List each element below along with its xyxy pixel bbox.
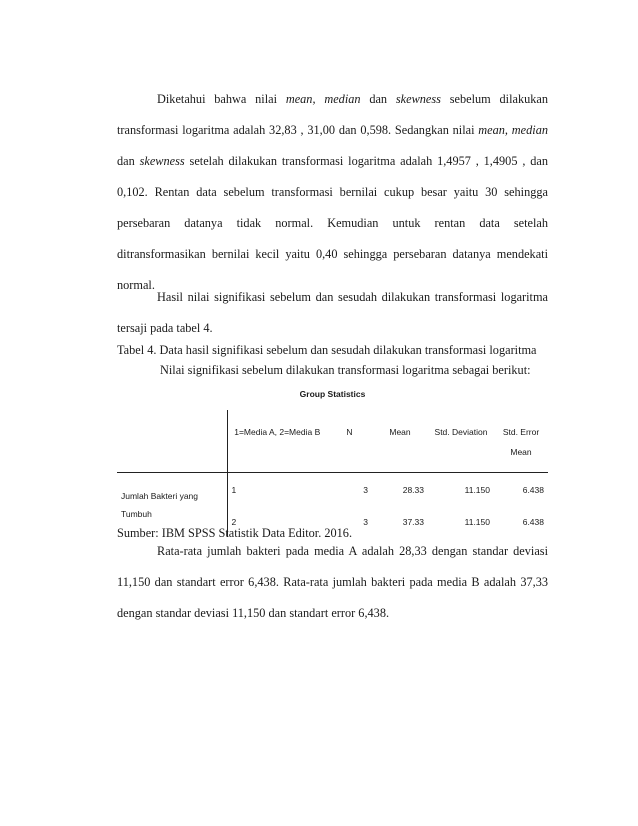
- italic-term: skewness: [395, 92, 441, 106]
- cell-n: 3: [363, 485, 368, 495]
- cell-std-error: 6.438: [522, 485, 544, 495]
- text-run: Diketahui bahwa nilai: [157, 92, 286, 106]
- paragraph-means: [117, 536, 548, 629]
- italic-term: skewness: [139, 154, 185, 168]
- italic-term: median: [324, 92, 361, 106]
- text-run: dan: [360, 92, 396, 106]
- paragraph-skewness: [117, 84, 548, 301]
- header-std-error-mean: Std. Error Mean: [494, 410, 548, 473]
- header-blank: [117, 410, 227, 473]
- cell-mean: 28.33: [402, 485, 424, 495]
- table-title: Group Statistics: [299, 389, 366, 399]
- table-row: [117, 473, 548, 508]
- text-run: dan: [117, 154, 140, 168]
- header-std-deviation: Std. Deviation: [428, 410, 494, 473]
- table-header-row: [117, 410, 548, 473]
- italic-term: mean, median: [478, 123, 548, 137]
- text-run: sebelum dilakukan transformasi logaritma adalah 32,83 , 31,00 dan 0,598. Sedangkan nilai: [117, 92, 549, 137]
- cell-group: 1: [227, 473, 327, 508]
- cell-group: 2: [227, 507, 327, 537]
- cell-std-error: 6.438: [522, 517, 544, 527]
- header-mean: Mean: [372, 410, 428, 473]
- cell-n: 3: [363, 517, 368, 527]
- header-group: 1=Media A, 2=Media B: [227, 410, 327, 473]
- paragraph-significance: [117, 282, 548, 344]
- header-n: N: [327, 410, 372, 473]
- table-source: Sumber: IBM SPSS Statistik Data Editor. 2016.: [117, 526, 353, 540]
- cell-std-deviation: 11.150: [464, 517, 490, 527]
- text-run: Hasil nilai signifikasi sebelum dan sesudah dilakukan transformasi logaritma tersaji pada tabel 4.: [117, 290, 548, 335]
- cell-std-deviation: 11.150: [464, 485, 490, 495]
- text-run: [316, 92, 325, 106]
- table-caption: [117, 340, 557, 380]
- caption-line-1: Tabel 4. Data hasil signifikasi sebelum dan sesudah dilakukan transformasi logaritma: [117, 343, 537, 357]
- row-label: Jumlah Bakteri yang Tumbuh: [121, 491, 199, 519]
- cell-mean: 37.33: [402, 517, 424, 527]
- text-run: Rata-rata jumlah bakteri pada media A adalah 28,33 dengan standar deviasi 11,150 dan standart error 6,438. Rata-rata jumlah bakteri pada media B adalah 37,33 dengan standar deviasi 11,150 dan standart error 6,438.: [117, 544, 548, 620]
- caption-line-2: Nilai signifikasi sebelum dilakukan transformasi logaritma sebagai berikut:: [160, 363, 531, 377]
- italic-term: mean,: [285, 92, 316, 106]
- text-run: setelah dilakukan transformasi logaritma adalah 1,4957 , 1,4905 , dan 0,102. Rentan data sebelum transformasi bernilai cukup besar yaitu 30 sehingga persebaran datanya tidak normal. Kemudian untuk rentan data setelah ditransformasikan bernilai kecil yaitu 0,40 sehingga persebaran datanya mendekati normal.: [117, 154, 548, 292]
- group-statistics-table: [117, 410, 548, 537]
